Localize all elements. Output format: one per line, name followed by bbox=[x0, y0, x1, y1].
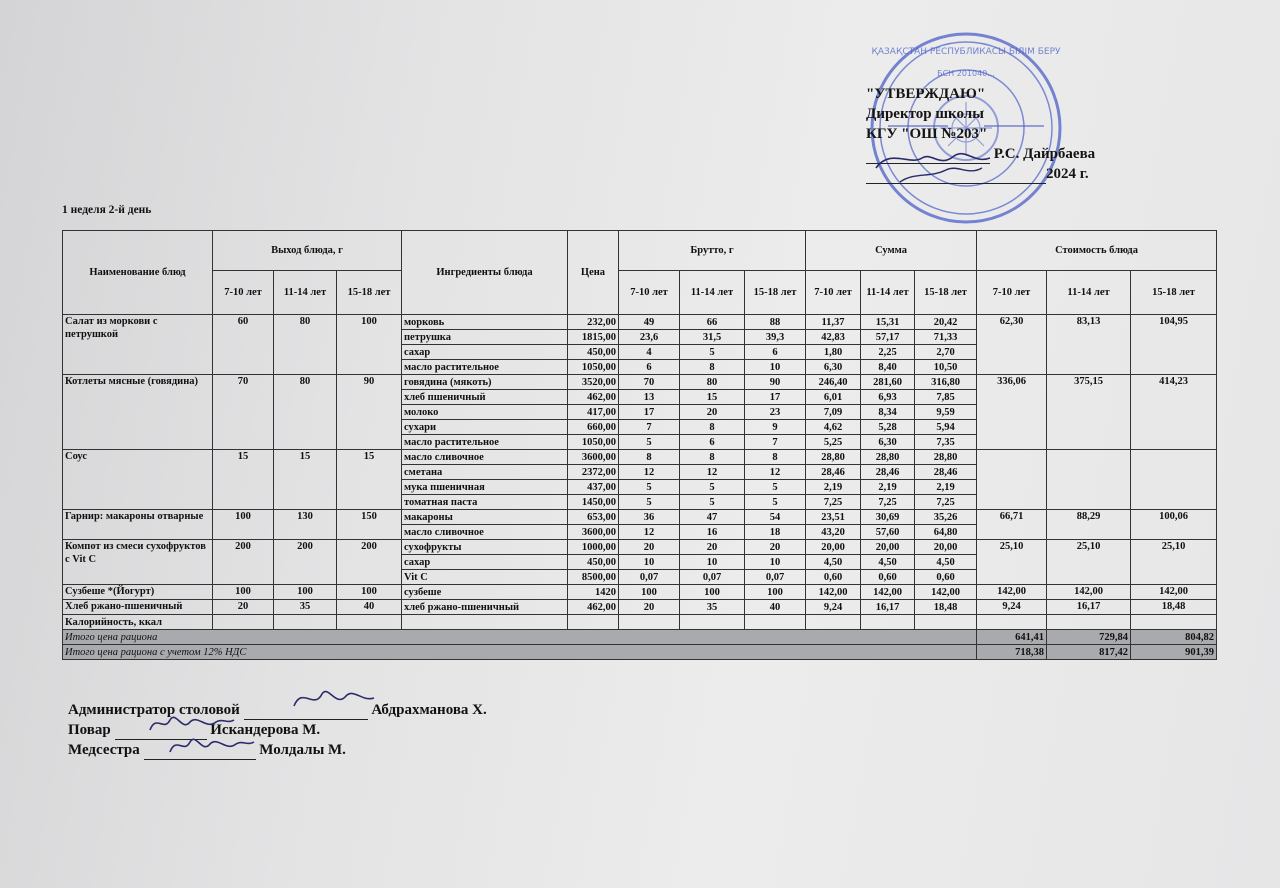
ingredient-sum: 28,80 bbox=[806, 450, 861, 465]
total-value: 729,84 bbox=[1047, 630, 1131, 645]
ingredient-brutto: 36 bbox=[619, 510, 680, 525]
ingredient-brutto: 0,07 bbox=[619, 570, 680, 585]
ingredient-brutto: 47 bbox=[680, 510, 745, 525]
ingredient-price: 660,00 bbox=[568, 420, 619, 435]
dish-name: Компот из смеси сухофруктов с Vit C bbox=[63, 540, 213, 585]
ingredient-price: 1000,00 bbox=[568, 540, 619, 555]
ingredient-sum: 35,26 bbox=[915, 510, 977, 525]
dish-output: 150 bbox=[337, 510, 402, 540]
ingredient-sum: 9,59 bbox=[915, 405, 977, 420]
ingredient-brutto: 8 bbox=[680, 450, 745, 465]
ingredient-name: сухофрукты bbox=[402, 540, 568, 555]
staff-name: Абдрахманова Х. bbox=[371, 702, 487, 718]
ingredient-brutto: 100 bbox=[680, 585, 745, 600]
ingredient-name: масло растительное bbox=[402, 435, 568, 450]
ingredient-name: сахар bbox=[402, 345, 568, 360]
dish-output: 130 bbox=[274, 510, 337, 540]
header-age: 15-18 лет bbox=[915, 271, 977, 315]
ingredient-sum: 281,60 bbox=[861, 375, 915, 390]
dish-cost: 414,23 bbox=[1131, 375, 1217, 450]
ingredient-brutto: 5 bbox=[680, 345, 745, 360]
ingredient-sum: 1,80 bbox=[806, 345, 861, 360]
ingredient-sum: 42,83 bbox=[806, 330, 861, 345]
dish-output: 60 bbox=[213, 315, 274, 375]
ingredient-brutto: 5 bbox=[619, 480, 680, 495]
ingredient-sum: 20,00 bbox=[861, 540, 915, 555]
dish-output: 200 bbox=[274, 540, 337, 585]
dish-cost: 104,95 bbox=[1131, 315, 1217, 375]
ingredient-sum: 28,46 bbox=[806, 465, 861, 480]
ingredient-brutto: 8 bbox=[745, 450, 806, 465]
ingredient-brutto: 18 bbox=[745, 525, 806, 540]
ingredient-brutto: 12 bbox=[745, 465, 806, 480]
ingredient-sum: 20,00 bbox=[915, 540, 977, 555]
staff-line bbox=[68, 700, 487, 720]
approval-date: 2024 г. bbox=[1046, 166, 1089, 182]
ingredient-sum: 0,60 bbox=[861, 570, 915, 585]
ingredient-sum: 8,34 bbox=[861, 405, 915, 420]
dish-cost: 16,17 bbox=[1047, 600, 1131, 615]
ingredient-price: 437,00 bbox=[568, 480, 619, 495]
ingredient-sum: 28,80 bbox=[861, 450, 915, 465]
ingredient-price: 450,00 bbox=[568, 345, 619, 360]
ingredient-sum: 142,00 bbox=[806, 585, 861, 600]
dish-output: 70 bbox=[213, 375, 274, 450]
header-age: 7-10 лет bbox=[213, 271, 274, 315]
staff-role: Повар bbox=[68, 722, 111, 738]
total-vat-value: 901,39 bbox=[1131, 645, 1217, 660]
staff-name: Искандерова М. bbox=[210, 722, 321, 738]
ingredient-brutto: 12 bbox=[619, 525, 680, 540]
dish-name: Гарнир: макароны отварные bbox=[63, 510, 213, 540]
dish-cost: 375,15 bbox=[1047, 375, 1131, 450]
ingredient-brutto: 13 bbox=[619, 390, 680, 405]
dish-cost: 142,00 bbox=[1047, 585, 1131, 600]
ingredient-sum: 2,25 bbox=[861, 345, 915, 360]
ingredient-brutto: 10 bbox=[619, 555, 680, 570]
ingredient-sum: 7,09 bbox=[806, 405, 861, 420]
ingredient-sum: 7,25 bbox=[915, 495, 977, 510]
ingredient-name: масло сливочное bbox=[402, 525, 568, 540]
table-row bbox=[63, 510, 1217, 525]
ingredient-brutto: 5 bbox=[619, 495, 680, 510]
header-age: 11-14 лет bbox=[274, 271, 337, 315]
dish-output: 200 bbox=[337, 540, 402, 585]
ingredient-brutto: 20 bbox=[619, 540, 680, 555]
header-age: 15-18 лет bbox=[745, 271, 806, 315]
dish-cost: 336,06 bbox=[977, 375, 1047, 450]
header-age: 15-18 лет bbox=[1131, 271, 1217, 315]
ingredient-name: петрушка bbox=[402, 330, 568, 345]
dish-name: Хлеб ржано-пшеничный bbox=[63, 600, 213, 615]
ingredient-sum: 57,17 bbox=[861, 330, 915, 345]
approval-name: Р.С. Дайрбаева bbox=[993, 146, 1096, 162]
dish-output: 20 bbox=[213, 600, 274, 615]
header-brutto: Брутто, г bbox=[619, 231, 806, 271]
ingredient-price: 3600,00 bbox=[568, 525, 619, 540]
dish-cost bbox=[1131, 450, 1217, 510]
dish-name: Салат из моркови с петрушкой bbox=[63, 315, 213, 375]
stamp-number: БСН 201040... bbox=[937, 69, 995, 78]
ingredient-name: морковь bbox=[402, 315, 568, 330]
ingredient-name: томатная паста bbox=[402, 495, 568, 510]
header-age: 11-14 лет bbox=[1047, 271, 1131, 315]
ingredient-brutto: 88 bbox=[745, 315, 806, 330]
ingredient-price: 1050,00 bbox=[568, 360, 619, 375]
dish-cost: 62,30 bbox=[977, 315, 1047, 375]
ingredient-sum: 8,40 bbox=[861, 360, 915, 375]
ingredient-sum: 6,01 bbox=[806, 390, 861, 405]
menu-table bbox=[62, 230, 1217, 660]
header-ingredients: Ингредиенты блюда bbox=[402, 231, 568, 315]
table-row bbox=[63, 315, 1217, 330]
dish-output: 100 bbox=[337, 585, 402, 600]
total-value: 641,41 bbox=[977, 630, 1047, 645]
ingredient-sum: 246,40 bbox=[806, 375, 861, 390]
ingredient-sum: 20,00 bbox=[806, 540, 861, 555]
ingredient-name: масло растительное bbox=[402, 360, 568, 375]
ingredient-sum: 9,24 bbox=[806, 600, 861, 615]
table-row bbox=[63, 375, 1217, 390]
table-row bbox=[63, 540, 1217, 555]
header-age: 15-18 лет bbox=[337, 271, 402, 315]
header-age: 7-10 лет bbox=[619, 271, 680, 315]
ingredient-sum: 28,46 bbox=[915, 465, 977, 480]
ingredient-brutto: 66 bbox=[680, 315, 745, 330]
dish-cost: 18,48 bbox=[1131, 600, 1217, 615]
dish-cost bbox=[1047, 450, 1131, 510]
ingredient-brutto: 17 bbox=[619, 405, 680, 420]
ingredient-sum: 2,19 bbox=[861, 480, 915, 495]
ingredient-price: 1450,00 bbox=[568, 495, 619, 510]
ingredient-brutto: 20 bbox=[619, 600, 680, 615]
ingredient-brutto: 12 bbox=[619, 465, 680, 480]
ingredient-name: сметана bbox=[402, 465, 568, 480]
ingredient-brutto: 80 bbox=[680, 375, 745, 390]
staff-line bbox=[68, 720, 487, 740]
ingredient-sum: 11,37 bbox=[806, 315, 861, 330]
ingredient-brutto: 54 bbox=[745, 510, 806, 525]
dish-cost: 9,24 bbox=[977, 600, 1047, 615]
ingredient-sum: 5,25 bbox=[806, 435, 861, 450]
staff-role: Администратор столовой bbox=[68, 702, 240, 718]
ingredient-sum: 316,80 bbox=[915, 375, 977, 390]
ingredient-brutto: 39,3 bbox=[745, 330, 806, 345]
ingredient-brutto: 0,07 bbox=[680, 570, 745, 585]
ingredient-brutto: 40 bbox=[745, 600, 806, 615]
ingredient-sum: 28,80 bbox=[915, 450, 977, 465]
ingredient-sum: 18,48 bbox=[915, 600, 977, 615]
ingredient-sum: 142,00 bbox=[861, 585, 915, 600]
dish-cost: 83,13 bbox=[1047, 315, 1131, 375]
header-price: Цена bbox=[568, 231, 619, 315]
ingredient-sum: 7,35 bbox=[915, 435, 977, 450]
director-signature bbox=[870, 138, 1010, 188]
ingredient-sum: 10,50 bbox=[915, 360, 977, 375]
ingredient-sum: 20,42 bbox=[915, 315, 977, 330]
header-age: 11-14 лет bbox=[680, 271, 745, 315]
nurse-signature bbox=[166, 730, 256, 760]
ingredient-sum: 0,60 bbox=[915, 570, 977, 585]
ingredient-price: 653,00 bbox=[568, 510, 619, 525]
dish-name: Котлеты мясные (говядина) bbox=[63, 375, 213, 450]
approval-title: "УТВЕРЖДАЮ" bbox=[866, 86, 986, 102]
ingredient-sum: 16,17 bbox=[861, 600, 915, 615]
dish-output: 100 bbox=[274, 585, 337, 600]
ingredient-brutto: 8 bbox=[680, 360, 745, 375]
ingredient-sum: 71,33 bbox=[915, 330, 977, 345]
ingredient-sum: 4,50 bbox=[861, 555, 915, 570]
dish-output: 15 bbox=[337, 450, 402, 510]
ingredient-price: 1420 bbox=[568, 585, 619, 600]
ingredient-brutto: 5 bbox=[745, 480, 806, 495]
approval-org: КГУ "ОШ №203" bbox=[866, 126, 988, 142]
dish-output: 200 bbox=[213, 540, 274, 585]
ingredient-name: мука пшеничная bbox=[402, 480, 568, 495]
ingredient-sum: 57,60 bbox=[861, 525, 915, 540]
ingredient-brutto: 8 bbox=[619, 450, 680, 465]
ingredient-brutto: 10 bbox=[680, 555, 745, 570]
ingredient-name: сахар bbox=[402, 555, 568, 570]
ingredient-sum: 4,50 bbox=[806, 555, 861, 570]
staff-role: Медсестра bbox=[68, 742, 140, 758]
ingredient-brutto: 17 bbox=[745, 390, 806, 405]
approval-position: Директор школы bbox=[866, 106, 984, 122]
ingredient-name: сухари bbox=[402, 420, 568, 435]
ingredient-price: 462,00 bbox=[568, 390, 619, 405]
ingredient-sum: 2,19 bbox=[806, 480, 861, 495]
table-row bbox=[63, 450, 1217, 465]
table-row bbox=[63, 585, 1217, 600]
ingredient-sum: 2,70 bbox=[915, 345, 977, 360]
dish-cost: 25,10 bbox=[1131, 540, 1217, 585]
ingredient-sum: 15,31 bbox=[861, 315, 915, 330]
ingredient-name: хлеб ржано-пшеничный bbox=[402, 600, 568, 615]
dish-name: Сузбеше *(Йогурт) bbox=[63, 585, 213, 600]
ingredient-name: хлеб пшеничный bbox=[402, 390, 568, 405]
ingredient-sum: 6,30 bbox=[806, 360, 861, 375]
dish-output: 15 bbox=[274, 450, 337, 510]
ingredient-price: 3600,00 bbox=[568, 450, 619, 465]
ingredient-price: 2372,00 bbox=[568, 465, 619, 480]
dish-cost: 142,00 bbox=[1131, 585, 1217, 600]
ingredient-brutto: 20 bbox=[680, 405, 745, 420]
dish-output: 80 bbox=[274, 315, 337, 375]
ingredient-name: молоко bbox=[402, 405, 568, 420]
ingredient-brutto: 20 bbox=[745, 540, 806, 555]
dish-cost: 25,10 bbox=[977, 540, 1047, 585]
dish-cost: 100,06 bbox=[1131, 510, 1217, 540]
ingredient-brutto: 4 bbox=[619, 345, 680, 360]
ingredient-sum: 6,93 bbox=[861, 390, 915, 405]
header-output: Выход блюда, г bbox=[213, 231, 402, 271]
header-age: 7-10 лет bbox=[977, 271, 1047, 315]
ingredient-brutto: 5 bbox=[680, 480, 745, 495]
dish-output: 100 bbox=[213, 585, 274, 600]
ingredient-brutto: 5 bbox=[680, 495, 745, 510]
ingredient-name: говядина (мякоть) bbox=[402, 375, 568, 390]
ingredient-brutto: 12 bbox=[680, 465, 745, 480]
ingredient-brutto: 49 bbox=[619, 315, 680, 330]
ingredient-name: Vit C bbox=[402, 570, 568, 585]
total-value: 804,82 bbox=[1131, 630, 1217, 645]
ingredient-sum: 64,80 bbox=[915, 525, 977, 540]
dish-output: 15 bbox=[213, 450, 274, 510]
ingredient-sum: 6,30 bbox=[861, 435, 915, 450]
ingredient-price: 232,00 bbox=[568, 315, 619, 330]
ingredient-sum: 7,85 bbox=[915, 390, 977, 405]
dish-output: 100 bbox=[213, 510, 274, 540]
ingredient-price: 1815,00 bbox=[568, 330, 619, 345]
ingredient-brutto: 100 bbox=[619, 585, 680, 600]
ingredient-brutto: 35 bbox=[680, 600, 745, 615]
header-age: 11-14 лет bbox=[861, 271, 915, 315]
dish-output: 35 bbox=[274, 600, 337, 615]
staff-line bbox=[68, 740, 487, 760]
dish-cost bbox=[977, 450, 1047, 510]
staff-name: Молдалы М. bbox=[259, 742, 346, 758]
dish-output: 100 bbox=[337, 315, 402, 375]
dish-cost: 25,10 bbox=[1047, 540, 1131, 585]
stamp-text: ҚАЗАҚСТАН РЕСПУБЛИКАСЫ БІЛІМ БЕРУ bbox=[871, 47, 1061, 57]
ingredient-brutto: 6 bbox=[680, 435, 745, 450]
ingredient-brutto: 10 bbox=[745, 360, 806, 375]
total-vat-value: 817,42 bbox=[1047, 645, 1131, 660]
total-vat-value: 718,38 bbox=[977, 645, 1047, 660]
ingredient-brutto: 5 bbox=[619, 435, 680, 450]
ingredient-brutto: 8 bbox=[680, 420, 745, 435]
ingredient-price: 1050,00 bbox=[568, 435, 619, 450]
ingredient-brutto: 70 bbox=[619, 375, 680, 390]
ingredient-brutto: 6 bbox=[619, 360, 680, 375]
ingredient-price: 8500,00 bbox=[568, 570, 619, 585]
ingredient-name: сузбеше bbox=[402, 585, 568, 600]
ingredient-brutto: 6 bbox=[745, 345, 806, 360]
header-dish: Наименование блюд bbox=[63, 231, 213, 315]
ingredient-brutto: 0,07 bbox=[745, 570, 806, 585]
header-age: 7-10 лет bbox=[806, 271, 861, 315]
ingredient-price: 450,00 bbox=[568, 555, 619, 570]
ingredient-brutto: 7 bbox=[619, 420, 680, 435]
dish-name: Соус bbox=[63, 450, 213, 510]
ingredient-brutto: 23,6 bbox=[619, 330, 680, 345]
ingredient-price: 3520,00 bbox=[568, 375, 619, 390]
dish-output: 90 bbox=[337, 375, 402, 450]
header-sum: Сумма bbox=[806, 231, 977, 271]
dish-cost: 66,71 bbox=[977, 510, 1047, 540]
ingredient-brutto: 20 bbox=[680, 540, 745, 555]
ingredient-sum: 5,94 bbox=[915, 420, 977, 435]
ingredient-sum: 4,50 bbox=[915, 555, 977, 570]
table-row bbox=[63, 600, 1217, 615]
calories-label: Калорийность, ккал bbox=[63, 615, 213, 630]
ingredient-name: макароны bbox=[402, 510, 568, 525]
ingredient-brutto: 15 bbox=[680, 390, 745, 405]
ingredient-sum: 30,69 bbox=[861, 510, 915, 525]
ingredient-brutto: 10 bbox=[745, 555, 806, 570]
ingredient-brutto: 16 bbox=[680, 525, 745, 540]
week-day-label: 1 неделя 2-й день bbox=[62, 204, 152, 216]
ingredient-sum: 142,00 bbox=[915, 585, 977, 600]
ingredient-brutto: 31,5 bbox=[680, 330, 745, 345]
header-cost: Стоимость блюда bbox=[977, 231, 1217, 271]
ingredient-sum: 0,60 bbox=[806, 570, 861, 585]
ingredient-sum: 23,51 bbox=[806, 510, 861, 525]
total-vat-label: Итого цена рациона с учетом 12% НДС bbox=[63, 645, 977, 660]
total-label: Итого цена рациона bbox=[63, 630, 977, 645]
ingredient-name: масло сливочное bbox=[402, 450, 568, 465]
staff-signatures bbox=[68, 700, 487, 760]
ingredient-brutto: 90 bbox=[745, 375, 806, 390]
ingredient-sum: 28,46 bbox=[861, 465, 915, 480]
ingredient-sum: 7,25 bbox=[861, 495, 915, 510]
ingredient-sum: 5,28 bbox=[861, 420, 915, 435]
ingredient-brutto: 5 bbox=[745, 495, 806, 510]
ingredient-brutto: 7 bbox=[745, 435, 806, 450]
ingredient-sum: 4,62 bbox=[806, 420, 861, 435]
ingredient-sum: 7,25 bbox=[806, 495, 861, 510]
dish-output: 80 bbox=[274, 375, 337, 450]
ingredient-brutto: 9 bbox=[745, 420, 806, 435]
ingredient-brutto: 23 bbox=[745, 405, 806, 420]
ingredient-brutto: 100 bbox=[745, 585, 806, 600]
dish-cost: 88,29 bbox=[1047, 510, 1131, 540]
ingredient-sum: 2,19 bbox=[915, 480, 977, 495]
dish-cost: 142,00 bbox=[977, 585, 1047, 600]
ingredient-price: 417,00 bbox=[568, 405, 619, 420]
administrator-signature bbox=[288, 680, 378, 716]
ingredient-sum: 43,20 bbox=[806, 525, 861, 540]
dish-output: 40 bbox=[337, 600, 402, 615]
ingredient-price: 462,00 bbox=[568, 600, 619, 615]
